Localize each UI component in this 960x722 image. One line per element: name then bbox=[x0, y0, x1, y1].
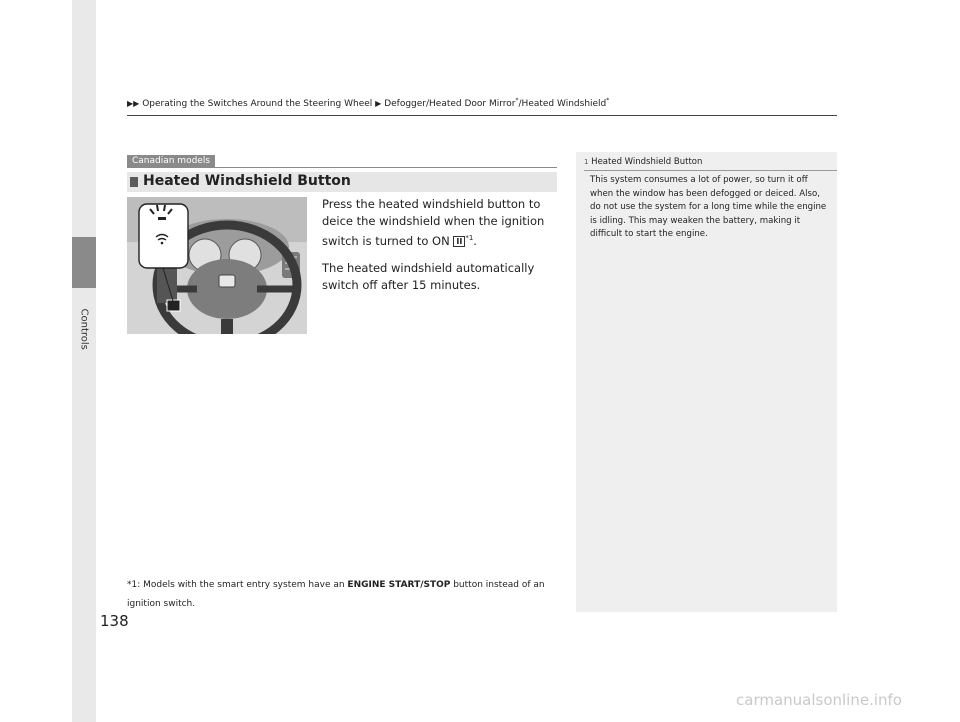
side-note-rule bbox=[584, 170, 837, 171]
body-paragraph-1 bbox=[322, 196, 562, 250]
footnote-text-end: button instead of an ignition switch. bbox=[127, 580, 545, 609]
tag-underline bbox=[127, 167, 557, 168]
section-header bbox=[127, 172, 557, 192]
page-number: 138 bbox=[100, 612, 129, 630]
side-bar bbox=[72, 0, 96, 722]
section-square-icon bbox=[130, 177, 138, 187]
footnote-ref[interactable]: *1 bbox=[465, 234, 474, 242]
breadcrumb-star-2: * bbox=[606, 97, 610, 104]
breadcrumb-part-2[interactable]: Defogger/Heated Door Mirror bbox=[384, 99, 516, 109]
body-text bbox=[322, 196, 562, 304]
side-note-text: This system consumes a lot of power, so turn it off when the window has been defogged or deiced. Also, do not use the system for a long time while the engine is idling. This may weaken the battery, making it difficult to start the engine. bbox=[590, 175, 827, 239]
model-tag: Canadian models bbox=[127, 155, 215, 167]
body-paragraph-2: The heated windshield automatically switch off after 15 minutes. bbox=[322, 260, 535, 292]
breadcrumb-part-1[interactable]: Operating the Switches Around the Steering Wheel bbox=[142, 99, 373, 109]
section-title: Heated Windshield Button bbox=[143, 173, 351, 189]
side-note-heading bbox=[584, 157, 702, 167]
breadcrumb-part-3[interactable]: /Heated Windshield bbox=[518, 99, 607, 109]
footnote bbox=[127, 576, 557, 614]
body-p1-end: . bbox=[473, 233, 477, 248]
ignition-position-key: II bbox=[453, 236, 465, 247]
chapter-tab bbox=[72, 237, 96, 288]
steering-wheel-illustration bbox=[127, 197, 307, 334]
header-rule bbox=[127, 115, 837, 116]
footnote-text-start: *1: Models with the smart entry system have an bbox=[127, 580, 348, 590]
breadcrumb-star-1: * bbox=[515, 97, 519, 104]
chapter-label: Controls bbox=[78, 308, 90, 350]
breadcrumb-arrow-icon: ▶ bbox=[375, 99, 382, 108]
side-note-ref-icon: 1 bbox=[584, 158, 589, 166]
watermark: carmanualsonline.info bbox=[736, 691, 902, 709]
side-note-title: Heated Windshield Button bbox=[591, 157, 703, 167]
footnote-bold-text: ENGINE START/STOP bbox=[347, 580, 451, 590]
body-p1-text: Press the heated windshield button to deice the windshield when the ignition switch is turned to ON bbox=[322, 197, 545, 248]
breadcrumb-arrow-icon: ▶▶ bbox=[127, 99, 140, 108]
breadcrumb bbox=[127, 97, 609, 109]
side-note-panel bbox=[576, 152, 837, 612]
